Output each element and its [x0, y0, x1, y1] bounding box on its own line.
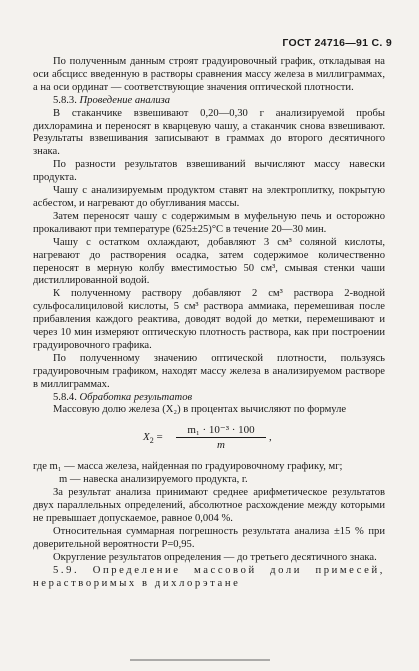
formula-definitions [33, 461, 385, 487]
paragraph-graph: По полученным данным строят градуировочный график, откладывая на оси абсцисс введенную в растворы сравнения массу железа в миллиграммах, а на оси ординат — соответствующие значения оптической плотности. [33, 56, 385, 93]
paragraph-heating: Чашу с анализируемым продуктом ставят на электроплитку, покрытую асбестом, и нагревают до обугливания массы. [33, 185, 385, 209]
formula-denominator: m [217, 439, 225, 452]
paragraph-difference: По разности результатов взвешиваний вычисляют массу навески продукта. [33, 159, 385, 184]
paragraph-formula-intro: Массовую долю железа (X₂) в процентах вычисляют по формуле [53, 404, 347, 416]
formula-lhs: $X_2$ = [143, 431, 163, 446]
document-body [33, 56, 385, 590]
section-5-8-4-heading [33, 392, 385, 405]
paragraph-weighing: В стаканчике взвешивают 0,20—0,30 г анализируемой пробы дихлорамина и переносят в кварцевую чашу, а стаканчик снова взвешивают. Результаты взвешивания записывают в граммах до второго десятичного знака. [33, 107, 385, 158]
paragraph-error: Относительная суммарная погрешность результата анализа ±15 % при доверительной вероятности P=0,95. [33, 525, 385, 550]
paragraph-result: За результат анализа принимают среднее арифметическое результатов двух параллельных определений, абсолютное расхождение между которыми не превышает допускаемое, равное 0,004 %. [33, 487, 385, 524]
section-5-9-heading: 5.9. Определение массовой доли примесей, нерастворимых в дихлорэтане [33, 564, 385, 589]
paragraph-calibration: По полученному значению оптической плотности, пользуясь градуировочным графиком, находят массу железа в анализируемом растворе в миллиграммах. [33, 352, 385, 390]
paragraph-reagents: К полученному раствору добавляют 2 см³ раствора 2-водной сульфосалициловой кислоты, 5 см³ раствора аммиака, перемешивая после прибавления каждого реактива, доводят водой до метки, перемешивают и через 10 мин измеряют оптическую плотность раствора, как при построении градуировочного графика. [33, 288, 385, 351]
definition-m1: где m₁ — масса железа, найденная по градуировочному графику, мг; [33, 461, 343, 473]
section-number: 5.8.3. [53, 94, 77, 106]
formula-numerator: m₁ · 10⁻³ · 100 [176, 423, 266, 438]
formula-fraction [176, 423, 266, 451]
paragraph-muffle: Затем переносят чашу с содержимым в муфельную печь и осторожно прокаливают при температуре (625±25)°С в течение 20—30 мин. [33, 210, 385, 235]
section-title: Обработка результатов [79, 391, 193, 403]
page-header: ГОСТ 24716—91 С. 9 [282, 37, 392, 49]
paragraph-cooling: Чашу с остатком охлаждают, добавляют 3 см³ соляной кислоты, нагревают до растворения осадка, затем содержимое количественно переносят в мерную колбу вместимостью 50 см³, смывая стенки чаши дистиллированной водой. [33, 236, 385, 287]
paragraph-rounding: Округление результатов определения — до третьего десятичного знака. [53, 551, 377, 563]
scan-edge-mark [130, 659, 270, 661]
definition-m: m — навеска анализируемого продукта, г. [59, 474, 248, 486]
section-number: 5.8.4. [53, 391, 77, 403]
section-5-8-3-heading [33, 95, 385, 108]
formula-comma: , [269, 431, 272, 444]
formula-x2 [33, 423, 385, 453]
section-title: Проведение анализа [79, 94, 171, 106]
